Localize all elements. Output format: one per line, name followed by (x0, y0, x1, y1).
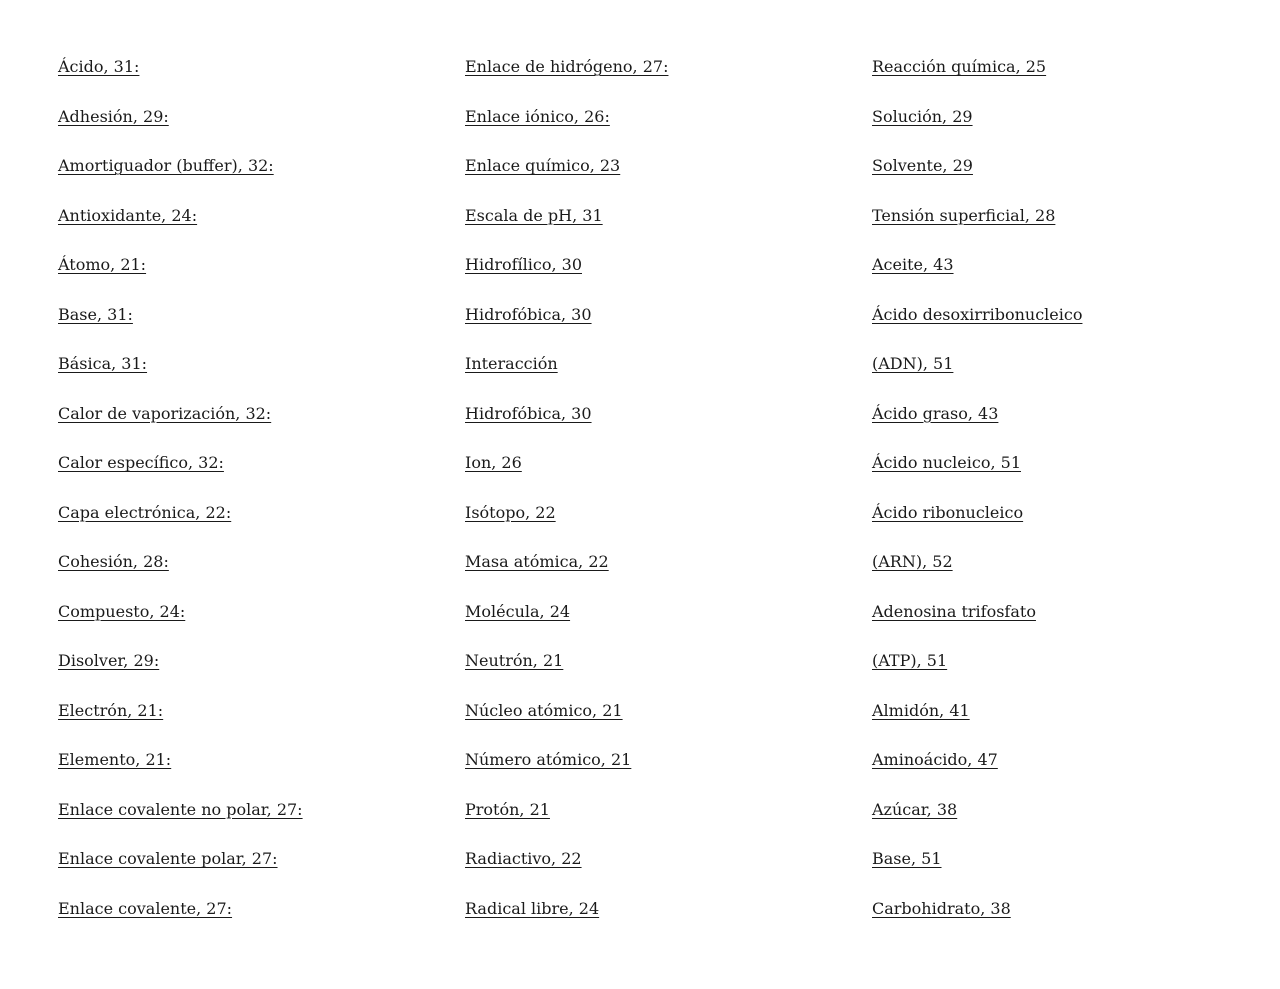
index-entry (58, 399, 458, 449)
index-entry (872, 52, 1272, 102)
index-link[interactable]: Neutrón, 21 (465, 651, 564, 670)
index-entry (465, 646, 865, 696)
index-link[interactable]: (ARN), 52 (872, 552, 953, 571)
index-link[interactable]: Enlace químico, 23 (465, 156, 621, 175)
index-link[interactable]: Amortiguador (buffer), 32: (58, 156, 274, 175)
index-link[interactable]: Interacción (465, 354, 558, 373)
index-entry (872, 498, 1272, 548)
index-link[interactable]: Capa electrónica, 22: (58, 502, 232, 522)
index-entry (872, 844, 1272, 894)
index-link[interactable]: Radiactivo, 22 (465, 849, 582, 868)
index-link[interactable]: (ATP), 51 (872, 651, 948, 670)
index-link[interactable]: Enlace covalente no polar, 27: (58, 799, 303, 819)
index-link[interactable]: Ácido, 31: (58, 57, 140, 76)
index-entry (58, 844, 458, 894)
index-entry (872, 448, 1272, 498)
index-entry (58, 448, 458, 498)
index-link[interactable]: Hidrofóbica, 30 (465, 403, 592, 423)
index-link[interactable]: Aminoácido, 47 (872, 750, 998, 769)
index-column-1 (58, 52, 458, 943)
index-entry (58, 795, 458, 845)
index-link[interactable]: Tensión superficial, 28 (872, 205, 1056, 225)
index-link[interactable]: Hidrofóbica, 30 (465, 304, 592, 324)
index-entry (58, 894, 458, 944)
index-entry (58, 349, 458, 399)
index-link[interactable]: Cohesión, 28: (58, 552, 169, 571)
index-link[interactable]: (ADN), 51 (872, 354, 954, 373)
index-link[interactable]: Hidrofílico, 30 (465, 255, 582, 274)
index-entry (465, 597, 865, 647)
index-entry (465, 448, 865, 498)
index-link[interactable]: Ion, 26 (465, 453, 522, 472)
index-entry (465, 300, 865, 350)
index-link[interactable]: Masa atómica, 22 (465, 552, 609, 571)
index-entry (465, 151, 865, 201)
index-entry (465, 696, 865, 746)
index-entry (465, 201, 865, 251)
index-entry (465, 795, 865, 845)
index-link[interactable]: Reacción química, 25 (872, 57, 1047, 76)
index-entry (465, 102, 865, 152)
index-link[interactable]: Base, 51 (872, 849, 942, 868)
index-entry (872, 300, 1272, 350)
index-entry (465, 399, 865, 449)
index-link[interactable]: Base, 31: (58, 304, 133, 324)
index-link[interactable]: Átomo, 21: (58, 255, 147, 274)
index-entry (872, 745, 1272, 795)
index-entry (58, 151, 458, 201)
index-entry (872, 399, 1272, 449)
index-link[interactable]: Electrón, 21: (58, 700, 164, 720)
index-link[interactable]: Enlace de hidrógeno, 27: (465, 57, 669, 76)
index-link[interactable]: Ácido ribonucleico (872, 502, 1024, 522)
index-link[interactable]: Isótopo, 22 (465, 502, 556, 522)
index-link[interactable]: Enlace covalente polar, 27: (58, 849, 278, 868)
index-link[interactable]: Calor específico, 32: (58, 453, 224, 472)
index-entry (872, 894, 1272, 944)
index-column-3 (872, 52, 1272, 943)
index-link[interactable]: Antioxidante, 24: (58, 205, 198, 225)
index-entry (465, 745, 865, 795)
index-entry (58, 250, 458, 300)
index-link[interactable]: Enlace iónico, 26: (465, 106, 610, 126)
index-entry (872, 646, 1272, 696)
index-link[interactable]: Adenosina trifosfato (872, 601, 1036, 621)
index-entry (58, 745, 458, 795)
index-link[interactable]: Adhesión, 29: (58, 106, 169, 126)
index-link[interactable]: Almidón, 41 (872, 700, 970, 720)
index-entry (465, 498, 865, 548)
index-link[interactable]: Ácido desoxirribonucleico (872, 304, 1083, 324)
index-entry (58, 201, 458, 251)
index-entry (465, 547, 865, 597)
index-link[interactable]: Carbohidrato, 38 (872, 898, 1011, 918)
index-link[interactable]: Molécula, 24 (465, 601, 571, 621)
index-entry (872, 250, 1272, 300)
index-entry (872, 151, 1272, 201)
index-link[interactable]: Aceite, 43 (872, 255, 954, 274)
index-entry (58, 52, 458, 102)
index-link[interactable]: Azúcar, 38 (872, 799, 958, 819)
index-entry (58, 498, 458, 548)
index-link[interactable]: Compuesto, 24: (58, 601, 186, 621)
index-entry (465, 250, 865, 300)
index-link[interactable]: Número atómico, 21 (465, 750, 632, 769)
index-link[interactable]: Solución, 29 (872, 106, 973, 126)
index-link[interactable]: Ácido nucleico, 51 (872, 453, 1021, 472)
index-entry (872, 795, 1272, 845)
index-entry (58, 696, 458, 746)
glossary-index (58, 52, 1280, 952)
index-entry (465, 844, 865, 894)
index-link[interactable]: Núcleo atómico, 21 (465, 700, 623, 720)
index-entry (872, 696, 1272, 746)
index-entry (872, 349, 1272, 399)
index-link[interactable]: Solvente, 29 (872, 156, 973, 175)
index-link[interactable]: Ácido graso, 43 (872, 403, 999, 423)
index-entry (872, 597, 1272, 647)
index-entry (465, 894, 865, 944)
index-entry (465, 52, 865, 102)
index-entry (58, 646, 458, 696)
index-entry (58, 300, 458, 350)
index-link[interactable]: Calor de vaporización, 32: (58, 403, 272, 423)
index-link[interactable]: Elemento, 21: (58, 750, 172, 769)
index-entry (58, 597, 458, 647)
index-entry (872, 102, 1272, 152)
index-column-2 (465, 52, 865, 943)
index-link[interactable]: Escala de pH, 31 (465, 205, 603, 225)
index-entry (872, 547, 1272, 597)
index-link[interactable]: Protón, 21 (465, 799, 550, 819)
index-link[interactable]: Radical libre, 24 (465, 898, 600, 918)
index-entry (58, 547, 458, 597)
index-entry (872, 201, 1272, 251)
index-link[interactable]: Enlace covalente, 27: (58, 898, 233, 918)
index-link[interactable]: Disolver, 29: (58, 651, 160, 670)
index-entry (465, 349, 865, 399)
index-entry (58, 102, 458, 152)
index-link[interactable]: Básica, 31: (58, 354, 148, 373)
